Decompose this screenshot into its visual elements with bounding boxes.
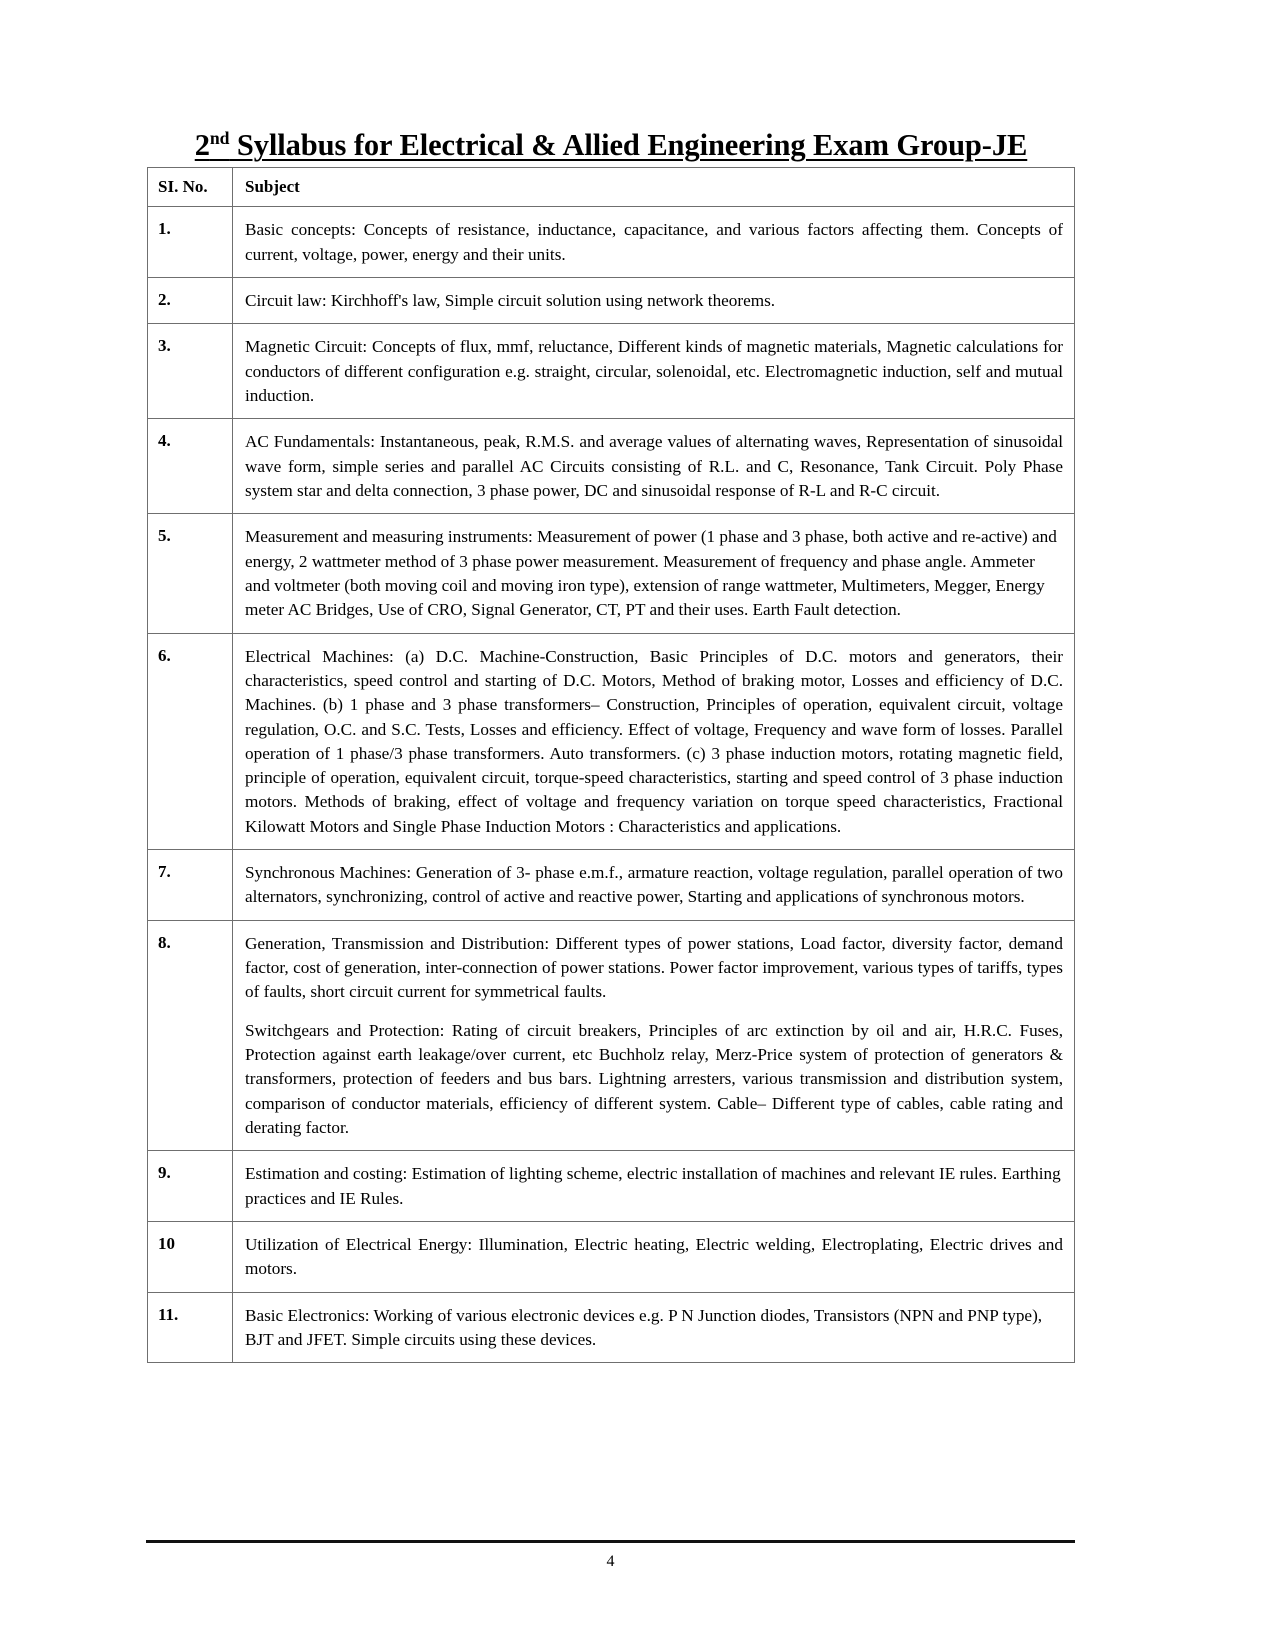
row-sl-no: 1. bbox=[148, 207, 233, 278]
table-header-row bbox=[148, 168, 1075, 207]
subject-paragraph: Utilization of Electrical Energy: Illumination, Electric heating, Electric welding, Electroplating, Electric drives and motors. bbox=[245, 1235, 1063, 1279]
row-sl-no: 9. bbox=[148, 1151, 233, 1222]
table-row bbox=[148, 1292, 1075, 1363]
row-sl-no: 6. bbox=[148, 633, 233, 850]
subject-paragraph: Measurement and measuring instruments: Measurement of power (1 phase and 3 phase, both active and re-active) and energy, 2 wattmeter method of 3 phase power measurement. Measurement of frequency and phase angle. Ammeter and voltmeter (both moving coil and moving iron type), extension of range wattmeter, Multimeters, Megger, Energy meter AC Bridges, Use of CRO, Signal Generator, CT, PT and their uses. Earth Fault detection. bbox=[245, 527, 1057, 620]
row-sl-no: 10 bbox=[148, 1222, 233, 1293]
title-text: Syllabus for Electrical & Allied Engineering Exam Group-JE bbox=[229, 128, 1028, 163]
table-row bbox=[148, 419, 1075, 514]
column-header-sl-no: SI. No. bbox=[148, 168, 233, 207]
table-row bbox=[148, 633, 1075, 850]
table-row bbox=[148, 1151, 1075, 1222]
syllabus-table bbox=[147, 167, 1075, 1363]
row-sl-no: 4. bbox=[148, 419, 233, 514]
row-subject bbox=[233, 419, 1075, 514]
subject-paragraph: Estimation and costing: Estimation of lighting scheme, electric installation of machines and relevant IE rules. Earthing practices and IE Rules. bbox=[245, 1164, 1061, 1208]
subject-paragraph: Basic concepts: Concepts of resistance, inductance, capacitance, and various factors affecting them. Concepts of current, voltage, power, energy and their units. bbox=[245, 220, 1063, 264]
column-header-subject: Subject bbox=[233, 168, 1075, 207]
subject-paragraph: Magnetic Circuit: Concepts of flux, mmf, reluctance, Different kinds of magnetic materials, Magnetic calculations for conductors of different configuration e.g. straight, circular, solenoidal, etc. Electromagnetic induction, self and mutual induction. bbox=[245, 337, 1063, 405]
row-sl-no: 3. bbox=[148, 324, 233, 419]
row-subject bbox=[233, 324, 1075, 419]
row-sl-no: 8. bbox=[148, 920, 233, 1151]
row-subject bbox=[233, 1292, 1075, 1363]
table-row bbox=[148, 920, 1075, 1151]
page-title bbox=[195, 128, 1028, 163]
row-subject bbox=[233, 850, 1075, 921]
table-row bbox=[148, 207, 1075, 278]
row-subject bbox=[233, 514, 1075, 633]
subject-paragraph: Circuit law: Kirchhoff's law, Simple circuit solution using network theorems. bbox=[245, 290, 776, 310]
page-number: 4 bbox=[606, 1553, 615, 1570]
subject-paragraph: Basic Electronics: Working of various electronic devices e.g. P N Junction diodes, Transistors (NPN and PNP type), BJT and JFET. Simple circuits using these devices. bbox=[245, 1305, 1043, 1350]
subject-paragraph: AC Fundamentals: Instantaneous, peak, R.M.S. and average values of alternating waves, Representation of sinusoidal wave form, simple series and parallel AC Circuits consisting of R.L. and C, Resonance, Tank Circuit. Poly Phase system star and delta connection, 3 phase power, DC and sinusoidal response of R-L and R-C circuit. bbox=[245, 432, 1063, 500]
table-row bbox=[148, 1222, 1075, 1293]
subject-paragraph: Generation, Transmission and Distribution: Different types of power stations, Load factor, diversity factor, demand factor, cost of generation, inter-connection of power stations. Power factor improvement, various types of tariffs, types of faults, short circuit current for symmetrical faults. bbox=[245, 933, 1063, 1002]
table-row bbox=[148, 514, 1075, 633]
table-row bbox=[148, 850, 1075, 921]
footer-divider bbox=[146, 1540, 1075, 1543]
row-subject bbox=[233, 633, 1075, 850]
subject-paragraph: Switchgears and Protection: Rating of circuit breakers, Principles of arc extinction by oil and air, H.R.C. Fuses, Protection against earth leakage/over current, etc Buchholz relay, Merz-Price system of protection of generators & transformers, protection of feeders and bus bars. Lightning arresters, various transmission and distribution system, comparison of conductor materials, efficiency of different system. Cable– Different type of cables, cable rating and derating factor. bbox=[245, 1020, 1063, 1138]
row-sl-no: 5. bbox=[148, 514, 233, 633]
row-sl-no: 2. bbox=[148, 277, 233, 323]
subject-paragraph: Synchronous Machines: Generation of 3- phase e.m.f., armature reaction, voltage regulation, parallel operation of two alternators, synchronizing, control of active and reactive power, Starting and applications of synchronous motors. bbox=[245, 863, 1063, 907]
title-ordinal-suffix: nd bbox=[209, 128, 230, 149]
row-sl-no: 11. bbox=[148, 1292, 233, 1363]
table-row bbox=[148, 324, 1075, 419]
row-subject bbox=[233, 920, 1075, 1151]
subject-paragraph: Electrical Machines: (a) D.C. Machine-Construction, Basic Principles of D.C. motors and generators, their characteristics, speed control and starting of D.C. Motors, Method of braking motor, Losses and efficiency of D.C. Machines. (b) 1 phase and 3 phase transformers– Construction, Principles of operation, equivalent circuit, voltage regulation, O.C. and S.C. Tests, Losses and efficiency. Effect of voltage, Frequency and wave form of losses. Parallel operation of 1 phase/3 phase transformers. Auto transformers. (c) 3 phase induction motors, rotating magnetic field, principle of operation, equivalent circuit, torque-speed characteristics, starting and speed control of 3 phase induction motors. Methods of braking, effect of voltage and frequency variation on torque speed characteristics, Fractional Kilowatt Motors and Single Phase Induction Motors : Characteristics and applications. bbox=[245, 646, 1063, 836]
table-header bbox=[148, 168, 1075, 207]
row-subject bbox=[233, 1151, 1075, 1222]
row-subject bbox=[233, 207, 1075, 278]
table-body bbox=[148, 207, 1075, 1363]
table-row bbox=[148, 277, 1075, 323]
title-number: 2 bbox=[194, 128, 210, 163]
row-subject bbox=[233, 1222, 1075, 1293]
row-sl-no: 7. bbox=[148, 850, 233, 921]
row-subject bbox=[233, 277, 1075, 323]
